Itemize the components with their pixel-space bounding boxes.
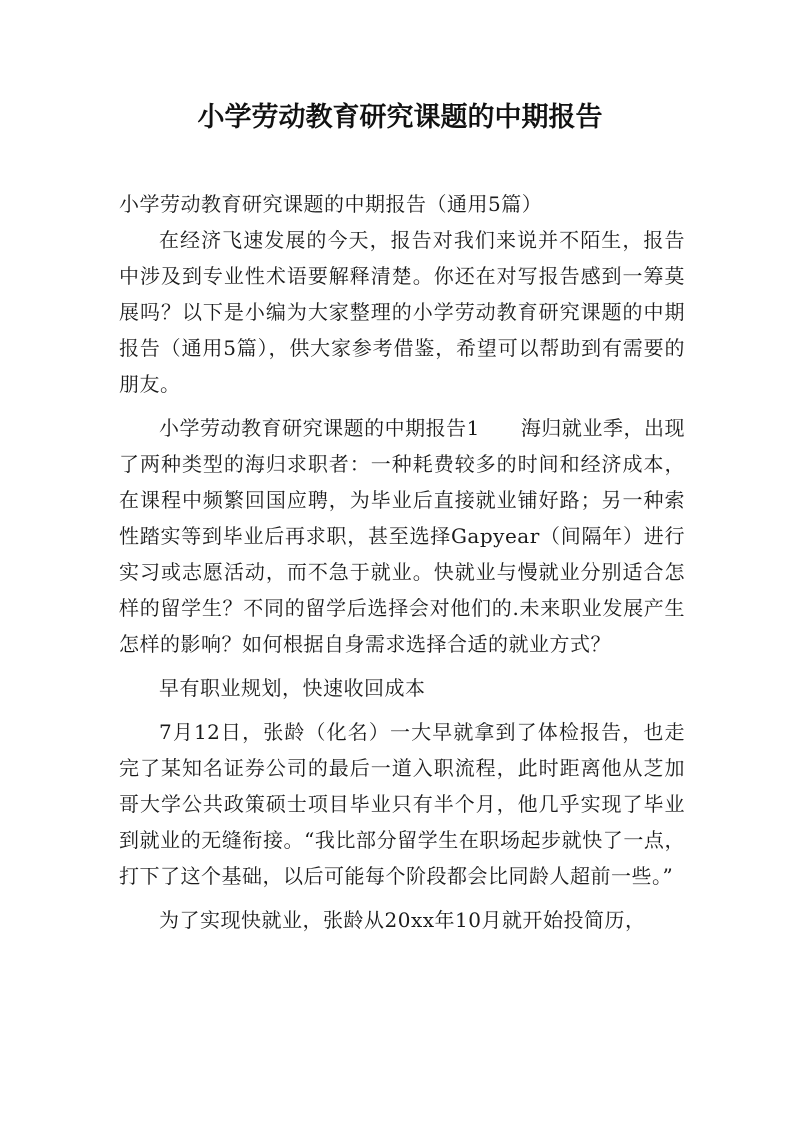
intro-paragraph: 在经济飞速发展的今天，报告对我们来说并不陌生，报告中涉及到专业性术语要解释清楚。你还在对写报告感到一筹莫展吗？以下是小编为大家整理的小学劳动教育研究课题的中期报告（通用5篇），供大家参考借鉴，希望可以帮助到有需要的朋友。: [119, 228, 685, 396]
continuation-paragraph: 为了实现快就业，张龄从20xx年10月就开始投简历，: [159, 908, 646, 932]
story-paragraph: 7月12日，张龄（化名）一大早就拿到了体检报告，也走完了某知名证券公司的最后一道入职流程，此时距离他从芝加哥大学公共政策硕士项目毕业只有半个月，他几乎实现了毕业到就业的无缝衔接。“我比部分留学生在职场起步就快了一点，打下了这个基础，以后可能每个阶段都会比同龄人超前一些。”: [119, 720, 685, 888]
document-title: 小学劳动教育研究课题的中期报告: [197, 102, 603, 133]
report-1-paragraph: 小学劳动教育研究课题的中期报告1 海归就业季，出现了两种类型的海归求职者：一种耗费较多的时间和经济成本，在课程中频繁回国应聘，为毕业后直接就业铺好路；另一种索性踏实等到毕业后再求职，甚至选择Gapyear（间隔年）进行实习或志愿活动，而不急于就业。快就业与慢就业分别适合怎样的留学生？不同的留学后选择会对他们的.未来职业发展产生怎样的影响？如何根据自身需求选择合适的就业方式？: [119, 416, 685, 656]
subtitle-paragraph: 小学劳动教育研究课题的中期报告（通用5篇）: [119, 192, 543, 216]
section-heading-paragraph: 早有职业规划，快速收回成本: [159, 676, 426, 700]
document-body: [119, 186, 685, 946]
